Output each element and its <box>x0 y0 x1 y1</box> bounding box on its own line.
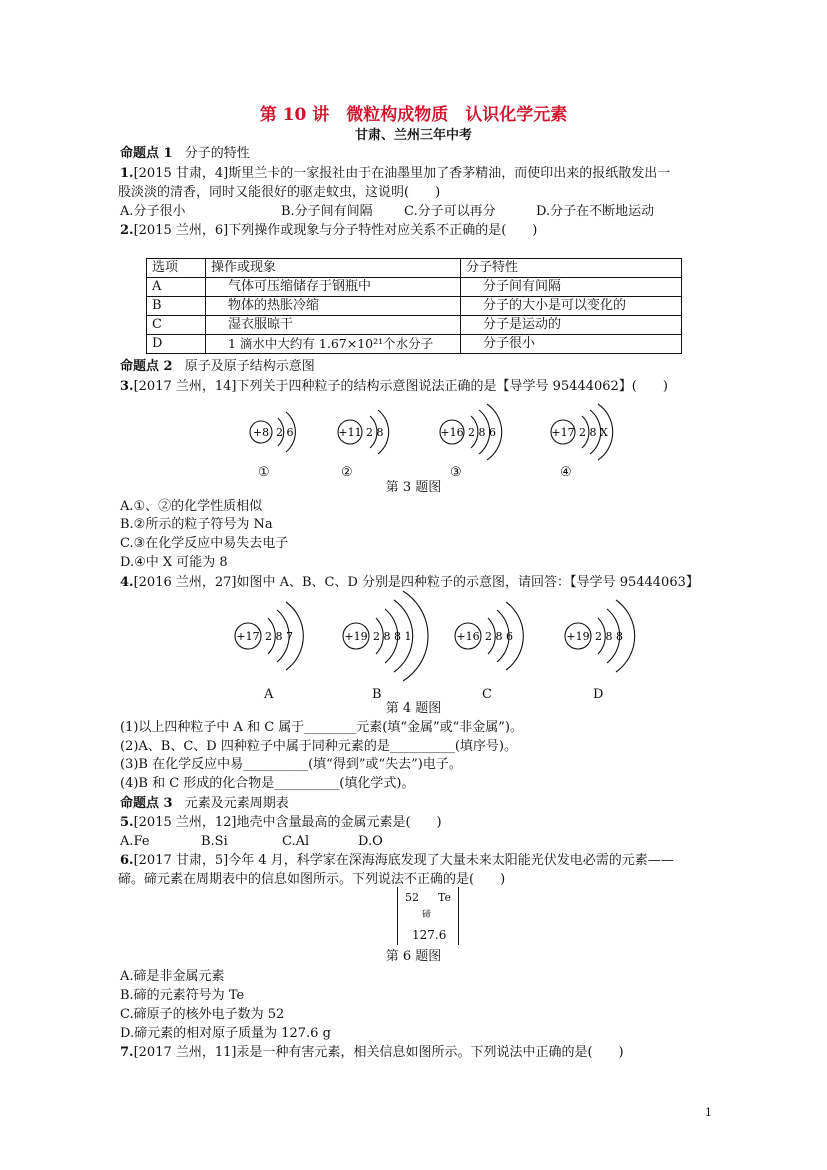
svg-text:+17: +17 <box>551 426 575 439</box>
section-heading-1: 命题点 1 分子的特性 <box>120 146 250 161</box>
q6-option-c: C.碲原子的核外电子数为 52 <box>120 1007 285 1022</box>
table-header-cell: 选项 <box>147 259 206 278</box>
q1-option-a: A.分子很小 <box>120 204 186 219</box>
table-header-cell: 操作或现象 <box>206 259 461 278</box>
q1-option-c: C.分子可以再分 <box>404 204 496 219</box>
question-1-line2: 股淡淡的清香，同时又能很好的驱走蚊虫，这说明( ) <box>118 185 441 200</box>
table-cell: B <box>147 297 206 316</box>
svg-text:+17: +17 <box>236 630 260 643</box>
atom-diagram-d <box>560 596 644 676</box>
table-cell: D <box>147 335 206 354</box>
question-1: 1.[2015 甘肃，4]斯里兰卡的一家报社由于在油墨里加了香茅精油，而使印出来的报纸散发出一 <box>120 166 671 181</box>
table-row <box>147 297 682 316</box>
atom-label-2: ② <box>341 465 353 480</box>
figure-caption-3: 第 3 题图 <box>385 480 442 495</box>
table-row <box>147 335 682 354</box>
svg-text:+19: +19 <box>566 630 590 643</box>
q5-option-c: C.Al <box>282 834 310 849</box>
q4-sub-3: (3)B 在化学反应中易__________(填“得到”或“失去”)电子。 <box>120 757 462 772</box>
q6-option-a: A.碲是非金属元素 <box>120 969 225 984</box>
q3-option-a: A.①、②的化学性质相似 <box>120 499 263 514</box>
question-6-line2: 碲。碲元素在周期表中的信息如图所示。下列说法不正确的是( ) <box>118 872 506 887</box>
svg-text:2 8 7: 2 8 7 <box>265 630 293 643</box>
atom-label-a: A <box>264 687 274 702</box>
svg-text:+16: +16 <box>440 426 464 439</box>
table-cell: 分子间有间隔 <box>461 278 682 297</box>
table-row <box>147 316 682 335</box>
atom-diagram-b <box>336 588 436 680</box>
section-heading-2: 命题点 2 原子及原子结构示意图 <box>120 359 315 374</box>
svg-text:+8: +8 <box>252 426 270 439</box>
q6-option-b: B.碲的元素符号为 Te <box>120 988 245 1003</box>
q4-sub-2: (2)A、B、C、D 四种粒子中属于同种元素的是__________(填序号)。 <box>120 739 518 754</box>
table-cell: 分子的大小是可以变化的 <box>461 297 682 316</box>
table-cell: 分子是运动的 <box>461 316 682 335</box>
svg-text:+11: +11 <box>338 426 362 439</box>
element-symbol: Te <box>438 891 451 904</box>
q4-sub-4: (4)B 和 C 形成的化合物是__________(填化学式)。 <box>120 776 415 791</box>
q1-option-d: D.分子在不断地运动 <box>536 204 655 219</box>
svg-text:2 8 8 1: 2 8 8 1 <box>373 630 412 643</box>
svg-text:+19: +19 <box>344 630 368 643</box>
question-6: 6.[2017 甘肃，5]今年 4 月，科学家在深海海底发现了大量未来太阳能光伏发电必需的元素—— <box>120 853 674 868</box>
question-2: 2.[2015 兰州，6]下列操作或现象与分子特性对应关系不正确的是( ) <box>120 223 538 238</box>
element-number: 52 <box>405 891 419 904</box>
table-row <box>147 278 682 297</box>
table-header-cell: 分子特性 <box>461 259 682 278</box>
svg-text:+16: +16 <box>456 630 480 643</box>
q3-option-c: C.③在化学反应中易失去电子 <box>120 536 289 551</box>
table-cell: 物体的热胀冷缩 <box>206 297 461 316</box>
q5-option-a: A.Fe <box>120 834 150 849</box>
q3-option-d: D.④中 X 可能为 8 <box>120 555 228 570</box>
atom-diagram-3 <box>434 402 514 462</box>
question-7: 7.[2017 兰州，11]汞是一种有害元素，相关信息如图所示。下列说法中正确的是( ) <box>120 1045 624 1060</box>
page-title: 第 10 讲 微粒构成物质 认识化学元素 <box>259 105 568 125</box>
element-name: 碲 <box>422 910 432 920</box>
atom-diagram-2 <box>330 404 400 460</box>
atom-label-3: ③ <box>450 465 462 480</box>
svg-text:2 8 8: 2 8 8 <box>595 630 623 643</box>
question-5: 5.[2015 兰州，12]地壳中含量最高的金属元素是( ) <box>120 815 442 830</box>
atom-label-b: B <box>372 687 382 702</box>
atom-label-c: C <box>482 687 492 702</box>
q6-option-d: D.碲元素的相对原子质量为 127.6 g <box>120 1026 331 1041</box>
table-cell: 气体可压缩储存于钢瓶中 <box>206 278 461 297</box>
table-cell: C <box>147 316 206 335</box>
figure-caption-4: 第 4 题图 <box>385 701 442 716</box>
table-cell: A <box>147 278 206 297</box>
figure-caption-6: 第 6 题图 <box>385 949 442 964</box>
table-cell: 湿衣服晾干 <box>206 316 461 335</box>
table-cell: 1 滴水中大约有 1.67×10²¹个水分子 <box>206 335 461 354</box>
svg-text:2 8 X: 2 8 X <box>579 426 608 439</box>
svg-text:2 8 6: 2 8 6 <box>485 630 513 643</box>
atom-label-d: D <box>593 687 604 702</box>
q1-option-b: B.分子间有间隔 <box>281 204 373 219</box>
svg-text:2 8 6: 2 8 6 <box>468 426 496 439</box>
atom-label-4: ④ <box>560 465 572 480</box>
question-3: 3.[2017 兰州，14]下列关于四种粒子的结构示意图说法正确的是【导学号 95444062】( ) <box>120 379 668 394</box>
table-cell: 分子很小 <box>461 335 682 354</box>
atom-diagram-c <box>450 598 530 674</box>
page-number: 1 <box>705 1106 712 1119</box>
q5-option-d: D.O <box>358 834 383 849</box>
svg-text:2 8: 2 8 <box>366 426 384 439</box>
atom-diagram-a <box>228 598 308 674</box>
table-header-row <box>147 259 682 278</box>
q3-option-b: B.②所示的粒子符号为 Na <box>120 517 273 532</box>
question-4: 4.[2016 兰州，27]如图中 A、B、C、D 分别是四种粒子的示意图，请回答：【导学号 95444063】 <box>120 575 699 590</box>
q4-sub-1: (1)以上四种粒子中 A 和 C 属于________元素(填“金属”或“非金属”)。 <box>120 720 524 735</box>
atom-diagram-1 <box>240 404 310 460</box>
element-cell-tellurium <box>397 887 459 945</box>
q2-table <box>146 258 682 354</box>
atom-diagram-4 <box>545 402 627 462</box>
element-mass: 127.6 <box>412 928 447 942</box>
atom-label-1: ① <box>258 465 270 480</box>
page-subtitle: 甘肃、兰州三年中考 <box>354 128 472 143</box>
section-heading-3: 命题点 3 元素及元素周期表 <box>120 796 289 811</box>
q5-option-b: B.Si <box>201 834 228 849</box>
svg-text:2 6: 2 6 <box>276 426 294 439</box>
